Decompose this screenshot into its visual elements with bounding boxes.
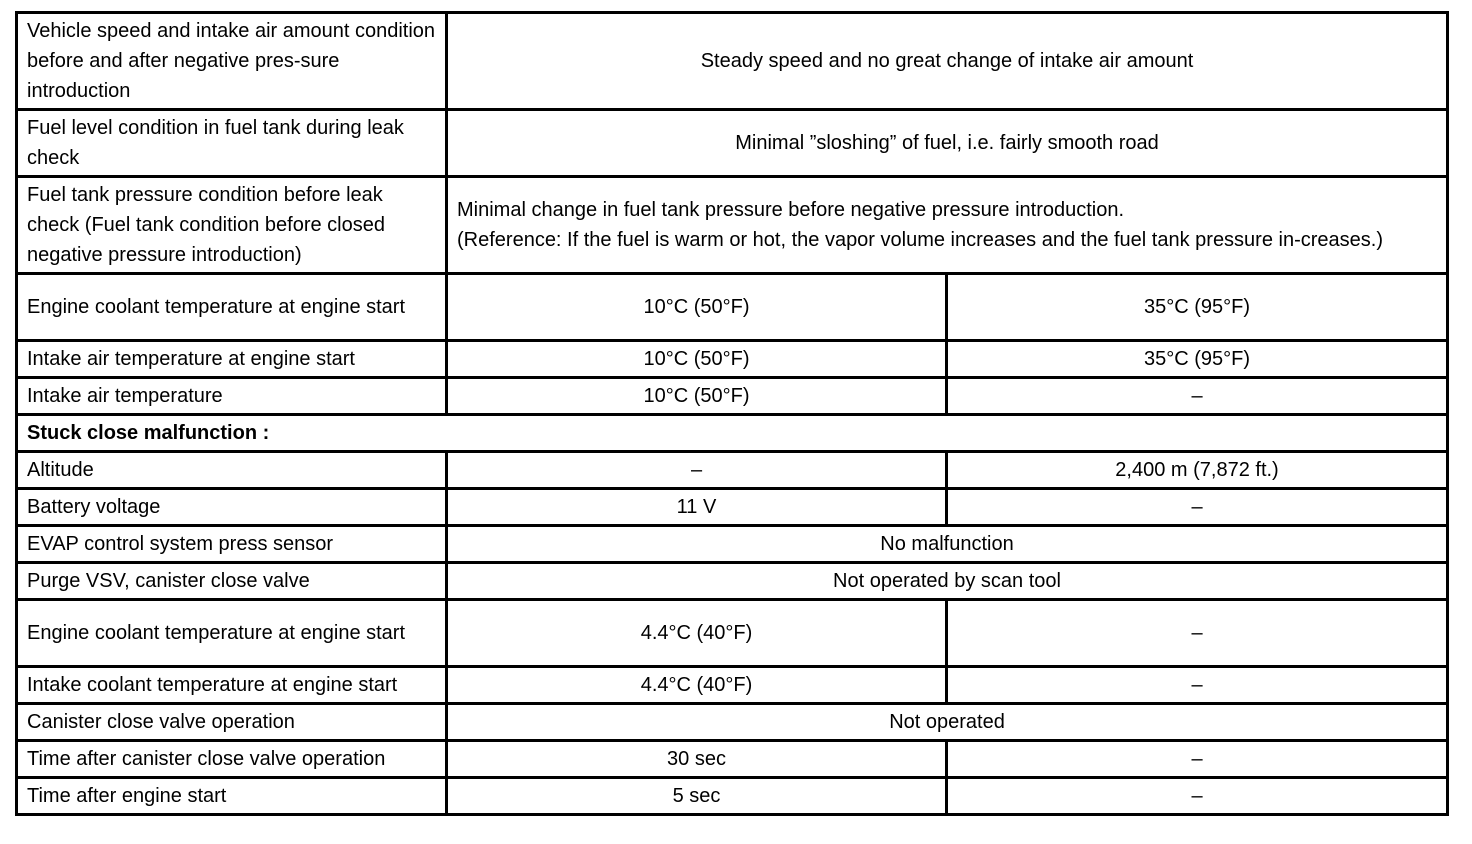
row-label: Intake air temperature bbox=[17, 378, 447, 415]
row-value: Minimal ”sloshing” of fuel, i.e. fairly smooth road bbox=[447, 110, 1448, 177]
row-label: Fuel level condition in fuel tank during leak check bbox=[17, 110, 447, 177]
row-value-col1: 11 V bbox=[447, 489, 947, 526]
table-row bbox=[17, 704, 1448, 741]
section-header-row bbox=[17, 415, 1448, 452]
table-row bbox=[17, 341, 1448, 378]
table-row bbox=[17, 667, 1448, 704]
table-row bbox=[17, 563, 1448, 600]
table-row bbox=[17, 489, 1448, 526]
row-value-col2: – bbox=[947, 741, 1448, 778]
table-row bbox=[17, 600, 1448, 667]
table-row bbox=[17, 274, 1448, 341]
row-label: Engine coolant temperature at engine start bbox=[17, 600, 447, 667]
row-value-line: (Reference: If the fuel is warm or hot, the vapor volume increases and the fuel tank pressure in-creases.) bbox=[457, 229, 1383, 251]
section-header: Stuck close malfunction : bbox=[17, 415, 1448, 452]
row-value-col2: – bbox=[947, 667, 1448, 704]
row-label: EVAP control system press sensor bbox=[17, 526, 447, 563]
row-value-col2: – bbox=[947, 378, 1448, 415]
table-row bbox=[17, 177, 1448, 274]
row-label: Purge VSV, canister close valve bbox=[17, 563, 447, 600]
row-label: Engine coolant temperature at engine start bbox=[17, 274, 447, 341]
row-value-col2: – bbox=[947, 778, 1448, 815]
row-value-col2: 35°C (95°F) bbox=[947, 341, 1448, 378]
row-label: Canister close valve operation bbox=[17, 704, 447, 741]
row-label: Fuel tank pressure condition before leak check (Fuel tank condition before closed negative pressure introduction) bbox=[17, 177, 447, 274]
row-value: Steady speed and no great change of intake air amount bbox=[447, 13, 1448, 110]
table-row bbox=[17, 13, 1448, 110]
row-value-col1: 10°C (50°F) bbox=[447, 274, 947, 341]
row-value-col1: 10°C (50°F) bbox=[447, 341, 947, 378]
row-label: Intake coolant temperature at engine start bbox=[17, 667, 447, 704]
row-value-col1: 4.4°C (40°F) bbox=[447, 600, 947, 667]
row-value-col2: – bbox=[947, 600, 1448, 667]
row-value-col2: 35°C (95°F) bbox=[947, 274, 1448, 341]
table-row bbox=[17, 778, 1448, 815]
row-value-col1: 4.4°C (40°F) bbox=[447, 667, 947, 704]
row-value-col1: – bbox=[447, 452, 947, 489]
conditions-table bbox=[15, 11, 1449, 816]
row-value: No malfunction bbox=[447, 526, 1448, 563]
row-label: Intake air temperature at engine start bbox=[17, 341, 447, 378]
row-value-col1: 5 sec bbox=[447, 778, 947, 815]
row-label: Time after engine start bbox=[17, 778, 447, 815]
row-value: Not operated bbox=[447, 704, 1448, 741]
table-row bbox=[17, 110, 1448, 177]
row-label: Vehicle speed and intake air amount condition before and after negative pres-sure introduction bbox=[17, 13, 447, 110]
row-value-line: Minimal change in fuel tank pressure before negative pressure introduction. bbox=[457, 199, 1125, 221]
row-label: Time after canister close valve operation bbox=[17, 741, 447, 778]
table-row bbox=[17, 452, 1448, 489]
row-value-col1: 30 sec bbox=[447, 741, 947, 778]
row-value-col1: 10°C (50°F) bbox=[447, 378, 947, 415]
row-label: Battery voltage bbox=[17, 489, 447, 526]
row-value-col2: – bbox=[947, 489, 1448, 526]
row-value: Not operated by scan tool bbox=[447, 563, 1448, 600]
row-value bbox=[447, 177, 1448, 274]
row-label: Altitude bbox=[17, 452, 447, 489]
table-row bbox=[17, 741, 1448, 778]
row-value-col2: 2,400 m (7,872 ft.) bbox=[947, 452, 1448, 489]
table-row bbox=[17, 378, 1448, 415]
table-row bbox=[17, 526, 1448, 563]
